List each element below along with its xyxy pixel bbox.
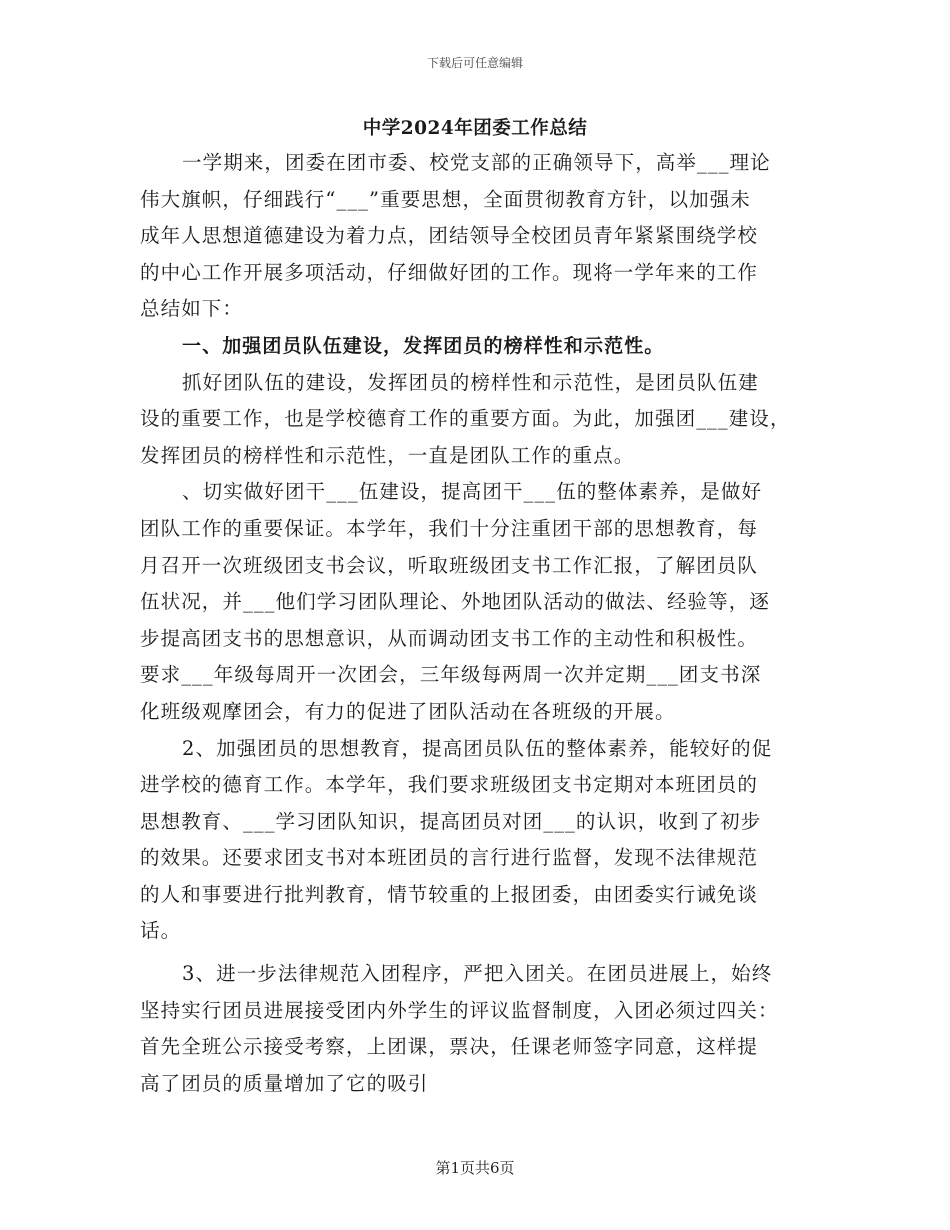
body-line: 抓好团队伍的建设，发挥团员的榜样性和示范性，是团员队伍建 bbox=[182, 370, 759, 394]
body-line: 要求___年级每周开一次团会，三年级每两周一次并定期___团支书深 bbox=[140, 663, 762, 687]
document-body bbox=[140, 145, 812, 1102]
body-line: 月召开一次班级团支书会议，听取班级团支书工作汇报，了解团员队 bbox=[140, 553, 759, 577]
header-note: 下载后可任意编辑 bbox=[426, 56, 523, 70]
body-line: 进学校的德育工作。本学年，我们要求班级团支书定期对本班团员的 bbox=[140, 773, 759, 797]
body-line: 设的重要工作，也是学校德育工作的重要方面。为此，加强团___建设， bbox=[140, 407, 791, 431]
body-line: 总结如下： bbox=[140, 297, 244, 321]
body-line: 团队工作的重要保证。本学年，我们十分注重团干部的思想教育，每 bbox=[140, 516, 759, 540]
body-line: 的中心工作开展多项活动，仔细做好团的工作。现将一学年来的工作 bbox=[140, 260, 759, 284]
section-heading: 一、加强团员队伍建设，发挥团员的榜样性和示范性。 bbox=[182, 334, 665, 357]
body-line: 、切实做好团干___伍建设，提高团干___伍的整体素养，是做好 bbox=[182, 480, 763, 504]
body-line: 话。 bbox=[140, 919, 182, 943]
body-line: 坚持实行团员进展接受团内外学生的评议监督制度，入团必须过四关： bbox=[140, 998, 779, 1022]
body-line: 的人和事要进行批判教育，情节较重的上报团委，由团委实行诫免谈 bbox=[140, 882, 759, 906]
body-line: 一学期来，团委在团市委、校党支部的正确领导下，高举___理论 bbox=[182, 151, 771, 174]
body-line: 思想教育、___学习团队知识，提高团员对团___的认识，收到了初步 bbox=[140, 809, 762, 833]
body-line: 的效果。还要求团支书对本班团员的言行进行监督，发现不法律规范 bbox=[140, 846, 759, 870]
body-line: 首先全班公示接受考察，上团课，票决，任课老师签字同意，这样提 bbox=[140, 1035, 759, 1059]
body-line: 化班级观摩团会，有力的促进了团队活动在各班级的开展。 bbox=[140, 699, 676, 723]
page-number: 第1页共6页 bbox=[435, 1159, 515, 1177]
body-line: 高了团员的质量增加了它的吸引 bbox=[140, 1071, 429, 1095]
body-line: 步提高团支书的思想意识，从而调动团支书工作的主动性和积极性。 bbox=[140, 626, 759, 650]
body-line: 成年人思想道德建设为着力点，团结领导全校团员青年紧紧围绕学校 bbox=[140, 224, 759, 248]
body-line: 3、进一步法律规范入团程序，严把入团关。在团员进展上，始终 bbox=[182, 962, 773, 986]
body-line: 2、加强团员的思想教育，提高团员队伍的整体素养，能较好的促 bbox=[182, 736, 773, 760]
body-line: 发挥团员的榜样性和示范性，一直是团队工作的重点。 bbox=[140, 443, 635, 467]
body-line: 伟大旗帜，仔细践行“___”重要思想，全面贯彻教育方针，以加强未 bbox=[140, 187, 751, 211]
body-line: 伍状况，并___他们学习团队理论、外地团队活动的做法、经验等，逐 bbox=[140, 590, 770, 614]
document-title: 中学2024年团委工作总结 bbox=[362, 118, 588, 139]
